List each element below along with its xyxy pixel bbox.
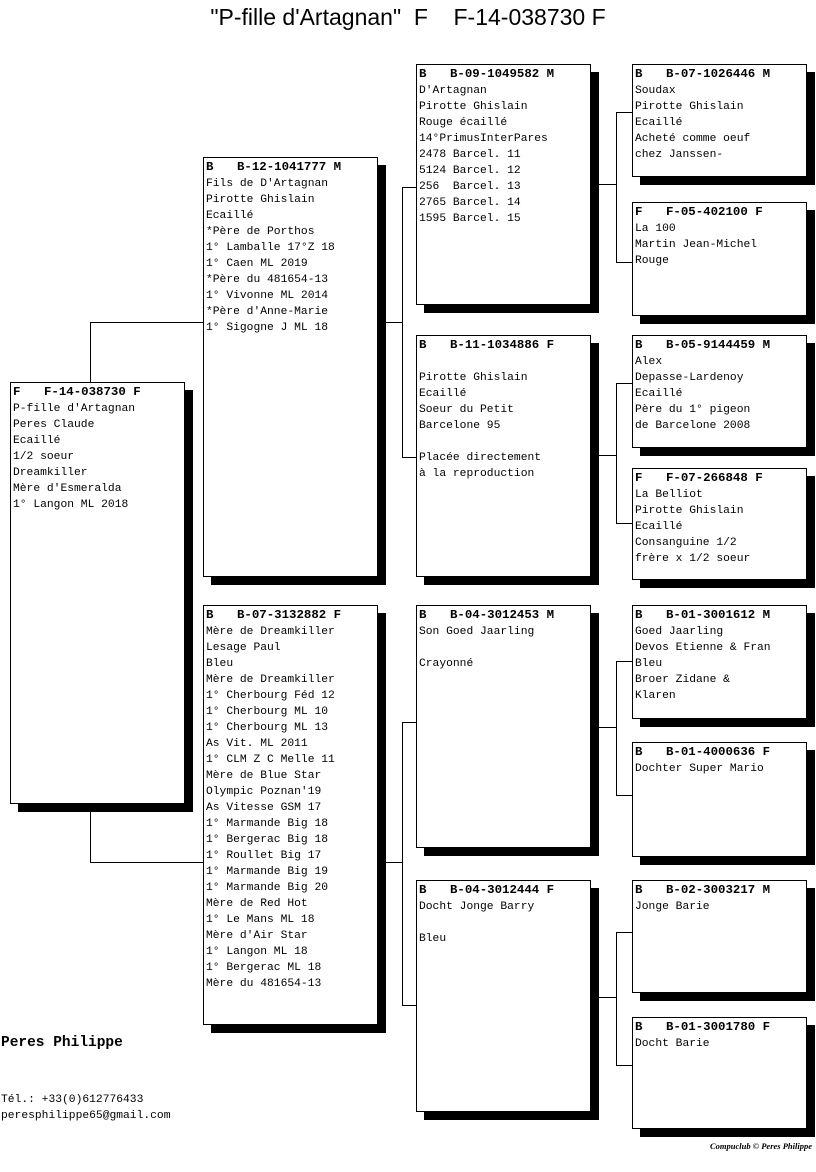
- connector-line: [402, 187, 403, 457]
- connector-line: [383, 862, 403, 863]
- card-sire-dam-sire: [632, 335, 807, 448]
- card-details: [419, 83, 588, 227]
- connector-line: [616, 795, 633, 796]
- card-line: Consanguine 1/2: [635, 537, 737, 549]
- connector-line: [90, 322, 204, 323]
- card-line: 1° Le Mans ML 18: [206, 914, 315, 926]
- country-code: B: [635, 1020, 643, 1034]
- card-line: Pirotte Ghislain: [419, 101, 528, 113]
- card-line: Placée directement: [419, 452, 542, 464]
- card-line: Dochter Super Mario: [635, 763, 764, 775]
- card-details: [635, 624, 804, 704]
- connector-line: [597, 184, 617, 185]
- connector-line: [616, 661, 633, 662]
- card-line: Bleu: [635, 658, 663, 670]
- card-sire: [203, 157, 378, 577]
- card-dam: [203, 605, 378, 1025]
- ring-number: B-01-4000636 F: [666, 745, 771, 759]
- card-line: Ecaillé: [635, 521, 683, 533]
- card-subject: [10, 382, 185, 804]
- card-line: Peres Claude: [13, 419, 95, 431]
- connector-line: [90, 322, 91, 383]
- card-line: chez Janssen-: [635, 149, 724, 161]
- card-line: Ecaillé: [635, 117, 683, 129]
- card-line: Ecaillé: [206, 210, 254, 222]
- connector-line: [597, 727, 617, 728]
- card-line: Rouge: [635, 255, 669, 267]
- card-line: 1° CLM Z C Melle 11: [206, 754, 335, 766]
- card-header: [635, 1020, 804, 1034]
- connector-line: [616, 383, 633, 384]
- card-dam-dam-sire: [632, 880, 807, 993]
- card-details: [206, 176, 375, 336]
- card-line: Barcelone 95: [419, 420, 501, 432]
- ring-number: B-07-1026446 M: [666, 67, 771, 81]
- card-line: 2478 Barcel. 11: [419, 149, 521, 161]
- card-line: D'Artagnan: [419, 85, 487, 97]
- card-line: Bleu: [419, 933, 447, 945]
- card-line: 1° Marmande Big 18: [206, 818, 329, 830]
- card-line: 1° Vivonne ML 2014: [206, 290, 329, 302]
- card-header: [635, 471, 804, 485]
- country-code: B: [635, 608, 643, 622]
- card-line: Goed Jaarling: [635, 626, 724, 638]
- card-sire-sire-dam: [632, 202, 807, 316]
- country-code: B: [206, 160, 214, 174]
- card-line: 1° Cherbourg ML 10: [206, 706, 329, 718]
- card-line: 1° Marmande Big 20: [206, 882, 329, 894]
- card-line: 1° Lamballe 17°Z 18: [206, 242, 335, 254]
- card-line: La 100: [635, 223, 676, 235]
- card-line: Mère du 481654-13: [206, 978, 322, 990]
- country-code: F: [13, 385, 21, 399]
- card-line: Ecaillé: [419, 388, 467, 400]
- card-header: [419, 883, 588, 897]
- card-line: Mère de Dreamkiller: [206, 674, 335, 686]
- connector-line: [402, 457, 417, 458]
- card-line: Mère de Dreamkiller: [206, 626, 335, 638]
- ring-number: B-12-1041777 M: [237, 160, 342, 174]
- card-line: Mère de Red Hot: [206, 898, 308, 910]
- card-line: Depasse-Lardenoy: [635, 372, 744, 384]
- connector-line: [597, 455, 617, 456]
- country-code: B: [635, 883, 643, 897]
- connector-line: [616, 932, 617, 1065]
- card-line: Pirotte Ghislain: [419, 372, 528, 384]
- connector-line: [616, 1065, 633, 1066]
- card-line: Klaren: [635, 690, 676, 702]
- card-details: [635, 899, 804, 915]
- card-line: Lesage Paul: [206, 642, 281, 654]
- card-line: 2765 Barcel. 14: [419, 197, 521, 209]
- card-dam-sire-dam: [632, 742, 807, 857]
- card-line: Père du 1° pigeon: [635, 404, 751, 416]
- ring-number: B-04-3012444 F: [450, 883, 555, 897]
- card-line: 1° Roullet Big 17: [206, 850, 322, 862]
- card-header: [13, 385, 182, 399]
- ring-number: B-09-1049582 M: [450, 67, 555, 81]
- pedigree-title: "P-fille d'Artagnan" F F-14-038730 F: [210, 4, 606, 30]
- card-details: [635, 221, 804, 269]
- connector-line: [616, 932, 633, 933]
- card-line: 1° Cherbourg Féd 12: [206, 690, 335, 702]
- card-line: Docht Barie: [635, 1038, 710, 1050]
- card-line: Mère d'Air Star: [206, 930, 308, 942]
- card-line: *Père d'Anne-Marie: [206, 306, 329, 318]
- card-line: Son Goed Jaarling: [419, 626, 535, 638]
- ring-number: F-07-266848 F: [666, 471, 763, 485]
- card-header: [635, 608, 804, 622]
- card-line: [419, 354, 588, 370]
- card-details: [419, 624, 588, 672]
- card-line: Pirotte Ghislain: [635, 505, 744, 517]
- card-line: de Barcelone 2008: [635, 420, 751, 432]
- card-line: *Père du 481654-13: [206, 274, 329, 286]
- card-details: [419, 354, 588, 482]
- card-header: [206, 160, 375, 174]
- card-line: à la reproduction: [419, 468, 535, 480]
- connector-line: [616, 112, 617, 262]
- ring-number: B-04-3012453 M: [450, 608, 555, 622]
- card-line: As Vitesse GSM 17: [206, 802, 322, 814]
- card-line: Jonge Barie: [635, 901, 710, 913]
- breeder-phone: Tél.: +33(0)612776433: [1, 1094, 144, 1106]
- card-line: Devos Etienne & Fran: [635, 642, 771, 654]
- card-line: Soudax: [635, 85, 676, 97]
- country-code: B: [419, 883, 427, 897]
- card-line: Mère de Blue Star: [206, 770, 322, 782]
- connector-line: [402, 1005, 417, 1006]
- card-header: [635, 338, 804, 352]
- ring-number: B-05-9144459 M: [666, 338, 771, 352]
- card-line: 256 Barcel. 13: [419, 181, 521, 193]
- card-line: *Père de Porthos: [206, 226, 315, 238]
- card-line: Mère d'Esmeralda: [13, 483, 122, 495]
- card-header: [419, 67, 588, 81]
- card-line: Pirotte Ghislain: [206, 194, 315, 206]
- card-line: 1° Langon ML 18: [206, 946, 308, 958]
- connector-line: [616, 383, 617, 523]
- card-sire-dam-dam: [632, 468, 807, 580]
- card-line: 1° Bergerac ML 18: [206, 962, 322, 974]
- card-line: Soeur du Petit: [419, 404, 514, 416]
- card-line: 1° Caen ML 2019: [206, 258, 308, 270]
- connector-line: [616, 523, 633, 524]
- card-line: 5124 Barcel. 12: [419, 165, 521, 177]
- card-sire-sire-sire: [632, 64, 807, 177]
- card-line: [419, 640, 588, 656]
- card-details: [635, 83, 804, 163]
- country-code: B: [635, 67, 643, 81]
- card-line: Rouge écaillé: [419, 117, 508, 129]
- ring-number: B-01-3001612 M: [666, 608, 771, 622]
- ring-number: B-01-3001780 F: [666, 1020, 771, 1034]
- card-details: [635, 761, 804, 777]
- ring-number: B-07-3132882 F: [237, 608, 342, 622]
- breeder-name: Peres Philippe: [1, 1035, 123, 1051]
- card-line: Broer Zidane &: [635, 674, 730, 686]
- card-sire-sire: [416, 64, 591, 305]
- card-details: [635, 354, 804, 434]
- connector-line: [383, 322, 403, 323]
- connector-line: [402, 722, 403, 1005]
- card-header: [419, 338, 588, 352]
- card-header: [635, 745, 804, 759]
- ring-number: F-05-402100 F: [666, 205, 763, 219]
- card-details: [635, 1036, 804, 1052]
- country-code: B: [419, 67, 427, 81]
- card-line: 1° Langon ML 2018: [13, 499, 129, 511]
- card-line: As Vit. ML 2011: [206, 738, 308, 750]
- country-code: B: [419, 338, 427, 352]
- connector-line: [616, 661, 617, 795]
- connector-line: [402, 187, 417, 188]
- breeder-contact: [1, 1092, 170, 1124]
- card-line: Pirotte Ghislain: [635, 101, 744, 113]
- card-line: Bleu: [206, 658, 234, 670]
- card-line: P-fille d'Artagnan: [13, 403, 136, 415]
- card-header: [419, 608, 588, 622]
- connector-line: [90, 862, 204, 863]
- connector-line: [90, 803, 91, 862]
- card-line: frère x 1/2 soeur: [635, 553, 751, 565]
- country-code: B: [635, 745, 643, 759]
- card-dam-dam-dam: [632, 1017, 807, 1129]
- card-header: [635, 67, 804, 81]
- card-details: [635, 487, 804, 567]
- connector-line: [597, 997, 617, 998]
- card-line: 1° Marmande Big 19: [206, 866, 329, 878]
- card-header: [635, 883, 804, 897]
- card-header: [206, 608, 375, 622]
- card-line: Alex: [635, 356, 663, 368]
- card-line: Olympic Poznan'19: [206, 786, 322, 798]
- country-code: B: [635, 338, 643, 352]
- card-line: 1° Cherbourg ML 13: [206, 722, 329, 734]
- card-line: Martin Jean-Michel: [635, 239, 758, 251]
- card-dam-sire-sire: [632, 605, 807, 719]
- country-code: B: [419, 608, 427, 622]
- country-code: F: [635, 205, 643, 219]
- card-header: [635, 205, 804, 219]
- card-line: Ecaillé: [635, 388, 683, 400]
- ring-number: B-02-3003217 M: [666, 883, 771, 897]
- card-line: 14°PrimusInterPares: [419, 133, 548, 145]
- country-code: B: [206, 608, 214, 622]
- card-dam-dam: [416, 880, 591, 1112]
- card-line: 1595 Barcel. 15: [419, 213, 521, 225]
- card-line: La Belliot: [635, 489, 703, 501]
- card-line: Crayonné: [419, 658, 474, 670]
- connector-line: [616, 112, 633, 113]
- card-line: Dreamkiller: [13, 467, 88, 479]
- card-dam-sire: [416, 605, 591, 848]
- card-line: Acheté comme oeuf: [635, 133, 751, 145]
- card-details: [206, 624, 375, 992]
- card-line: [419, 915, 588, 931]
- breeder-email[interactable]: peresphilippe65@gmail.com: [1, 1110, 171, 1122]
- card-line: 1° Sigogne J ML 18: [206, 322, 329, 334]
- card-line: [419, 434, 588, 450]
- ring-number: B-11-1034886 F: [450, 338, 555, 352]
- card-line: Fils de D'Artagnan: [206, 178, 329, 190]
- footer-credit: Compuclub © Peres Philippe: [710, 1141, 812, 1151]
- card-line: 1/2 soeur: [13, 451, 75, 463]
- card-sire-dam: [416, 335, 591, 577]
- connector-line: [402, 722, 417, 723]
- card-details: [13, 401, 182, 513]
- ring-number: F-14-038730 F: [44, 385, 141, 399]
- country-code: F: [635, 471, 643, 485]
- card-details: [419, 899, 588, 947]
- card-line: Ecaillé: [13, 435, 61, 447]
- card-line: 1° Bergerac Big 18: [206, 834, 329, 846]
- card-line: Docht Jonge Barry: [419, 901, 535, 913]
- connector-line: [616, 262, 633, 263]
